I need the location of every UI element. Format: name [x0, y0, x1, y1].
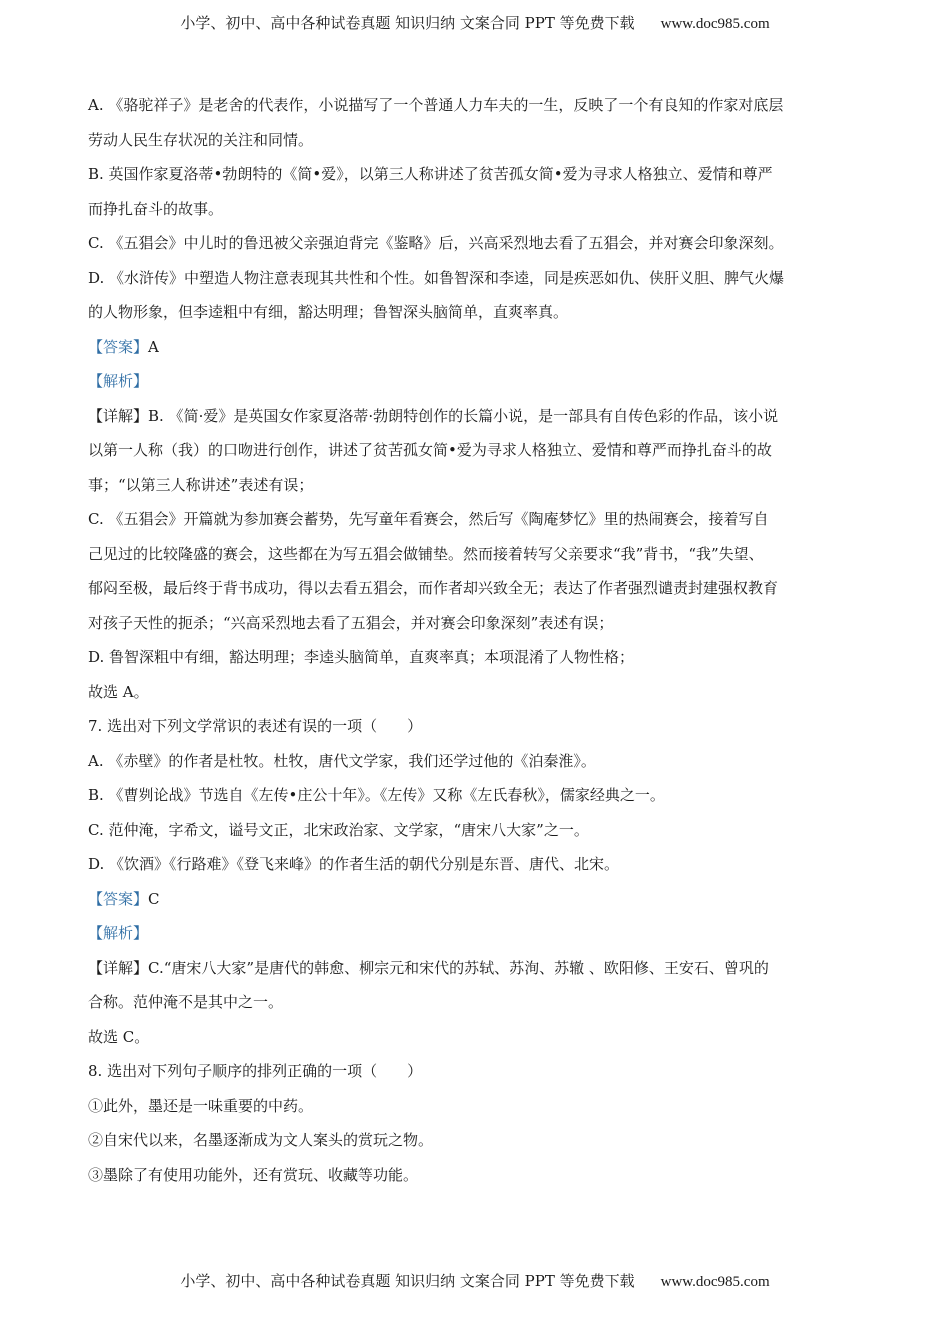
- answer-value: A: [148, 337, 159, 356]
- q7-stem: 7. 选出对下列文学常识的表述有误的一项（ ）: [88, 717, 423, 735]
- q7-answer: [88, 882, 868, 917]
- detail-label: 【详解】: [88, 958, 149, 977]
- q6-option-b-line1: B. 英国作家夏洛蒂•勃朗特的《简•爱》，以第三人称讲述了贫苦孤女简•爱为寻求人格独立、爱情和尊严: [88, 165, 773, 183]
- q6-conclusion: 故选 A。: [88, 682, 149, 701]
- q6-analysis: [88, 364, 868, 399]
- q6-option-d-line2: 的人物形象，但李逵粗中有细，豁达明理；鲁智深头脑简单，直爽率真。: [88, 303, 569, 321]
- q6-option-c: C. 《五猖会》中儿时的鲁迅被父亲强迫背完《鉴略》后，兴高采烈地去看了五猖会，并对赛会印象深刻。: [88, 234, 784, 252]
- q6-detail-line4: C. 《五猖会》开篇就为参加赛会蓄势，先写童年看赛会，然后写《陶庵梦忆》里的热闹赛会，接着写自: [88, 510, 769, 528]
- q7-option-b: B. 《曹刿论战》节选自《左传•庄公十年》。《左传》又称《左氏春秋》，儒家经典之一。: [88, 786, 665, 804]
- q6-detail-line6: 郁闷至极，最后终于背书成功，得以去看五猖会，而作者却兴致全无；表达了作者强烈谴责封建强权教育: [88, 579, 779, 597]
- q7-conclusion: 故选 C。: [88, 1027, 150, 1046]
- q6-detail-line1: 【详解】B. 《简·爱》是英国女作家夏洛蒂·勃朗特创作的长篇小说，是一部具有自传色彩的作品，该小说: [88, 406, 779, 425]
- footer-text: 小学、初中、高中各种试卷真题 知识归纳 文案合同 PPT 等免费下载: [180, 1272, 635, 1290]
- q8-stem: 8. 选出对下列句子顺序的排列正确的一项（ ）: [88, 1062, 423, 1080]
- q8-item-3: ③墨除了有使用功能外，还有赏玩、收藏等功能。: [88, 1165, 419, 1184]
- q6-detail-line2: 以第一人称（我）的口吻进行创作，讲述了贫苦孤女简•爱为寻求人格独立、爱情和尊严而挣扎奋斗的故: [88, 441, 772, 459]
- q7-option-c: C. 范仲淹，字希文，谥号文正，北宋政治家、文学家，“唐宋八大家”之一。: [88, 820, 589, 839]
- q8-item-2: ②自宋代以来，名墨逐渐成为文人案头的赏玩之物。: [88, 1131, 434, 1149]
- q6-detail-line3: 事；“以第三人称讲述”表述有误；: [88, 475, 314, 494]
- document-body: [88, 88, 868, 1192]
- q6-option-b-line2: 而挣扎奋斗的故事。: [88, 199, 224, 218]
- q6-detail-line5: 己见过的比较隆盛的赛会，这些都在为写五猖会做铺垫。然而接着转写父亲要求“我”背书，“我”失望、: [88, 544, 764, 563]
- q7-detail-line2: 合称。范仲淹不是其中之一。: [88, 993, 284, 1011]
- q7-option-a: A. 《赤壁》的作者是杜牧。杜牧，唐代文学家，我们还学过他的《泊秦淮》。: [88, 751, 596, 770]
- detail-label: 【详解】: [88, 406, 149, 425]
- q8-item-1: ①此外，墨还是一味重要的中药。: [88, 1096, 314, 1115]
- footer-url[interactable]: www.doc985.com: [660, 1274, 770, 1290]
- analysis-label: 【解析】: [88, 924, 149, 942]
- q6-option-a-line2: 劳动人民生存状况的关注和同情。: [88, 130, 314, 149]
- q7-analysis: [88, 916, 868, 951]
- q6-detail-line7: 对孩子天性的扼杀；“兴高采烈地去看了五猖会，并对赛会印象深刻”表述有误；: [88, 613, 614, 632]
- q7-detail-line1: 【详解】C.“唐宋八大家”是唐代的韩愈、柳宗元和宋代的苏轼、苏洵、苏辙 、欧阳修、王安石、曾巩的: [88, 958, 769, 977]
- q6-option-d-line1: D. 《水浒传》中塑造人物注意表现其共性和个性。如鲁智深和李逵，同是疾恶如仇、侠肝义胆、脾气火爆: [88, 268, 785, 287]
- page-footer: [0, 1270, 950, 1291]
- q6-answer: [88, 330, 868, 365]
- analysis-label: 【解析】: [88, 372, 149, 390]
- q6-option-a-line1: A. 《骆驼祥子》是老舍的代表作，小说描写了一个普通人力车夫的一生，反映了一个有良知的作家对底层: [88, 96, 784, 114]
- q7-option-d: D. 《饮酒》《行路难》《登飞来峰》的作者生活的朝代分别是东晋、唐代、北宋。: [88, 855, 620, 873]
- page-header: [0, 12, 950, 33]
- q6-detail-line8: D. 鲁智深粗中有细，豁达明理；李逵头脑简单，直爽率真；本项混淆了人物性格；: [88, 648, 635, 666]
- header-text: 小学、初中、高中各种试卷真题 知识归纳 文案合同 PPT 等免费下载: [180, 14, 635, 32]
- answer-label: 【答案】: [88, 889, 149, 908]
- answer-value: C: [148, 889, 160, 908]
- header-url[interactable]: www.doc985.com: [660, 16, 770, 32]
- answer-label: 【答案】: [88, 337, 149, 356]
